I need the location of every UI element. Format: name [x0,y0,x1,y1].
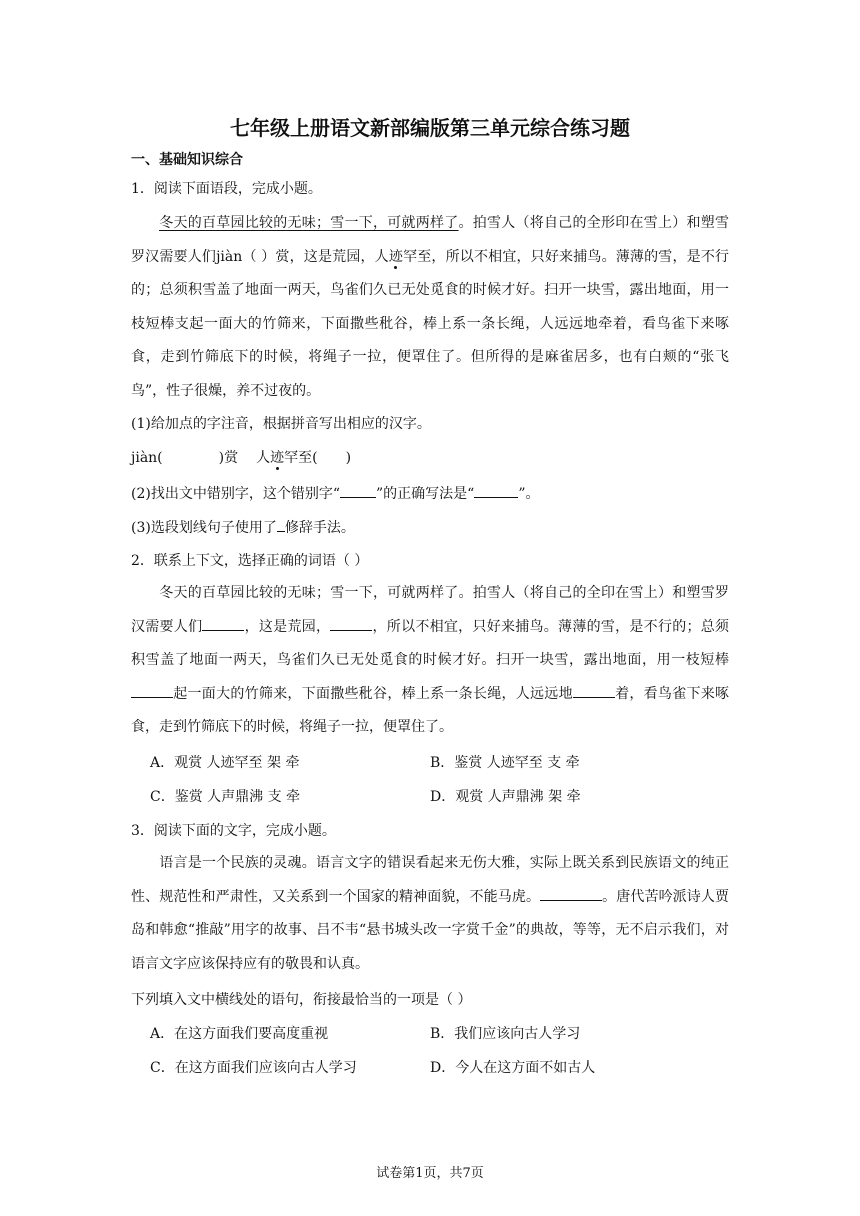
q3-question: 下列填入文中横线处的语句，衔接最恰当的一项是（ ） [131,992,472,1008]
page-footer: 试卷第1页，共7页 [376,1166,484,1181]
answer-blank[interactable] [573,683,615,698]
q2-option-d[interactable]: D．观赏 人声鼎沸 架 牵 [430,789,581,805]
q3-option-a[interactable]: A．在这方面我们要高度重视 [150,1026,329,1042]
q2-stem: 2．联系上下文，选择正确的词语（ ） [131,553,369,569]
q2-option-a[interactable]: A．观赏 人迹罕至 架 牵 [150,755,300,771]
answer-blank[interactable] [340,483,376,498]
q3-passage: 语言是一个民族的灵魂。语言文字的错误看起来无伤大雅，实际上既关系到民族语文的纯正性、规范性和严肃性，又关系到一个国家的精神面貌，不能马虎。 。唐代苦吟派诗人贾岛和韩愈“推敲”用字的故事、吕不韦“悬书城头改一字赏千金”的典故，等等，无不启示我们，对语言文字应该保持应有的敬畏和认真。 [131,855,730,972]
emphasis-dot-char: 迹 [388,248,404,265]
answer-blank[interactable] [540,886,602,901]
q1-sub1: (1)给加点的字注音，根据拼音写出相应的汉字。 [131,416,431,432]
q1-sub1-answer-line: jiàn( )赏 人迹罕至( ) [131,450,352,466]
answer-blank[interactable] [277,517,285,532]
q1-sub3: (3)选段划线句子使用了 修辞手法。 [131,517,355,538]
q3-option-d[interactable]: D．今人在这方面不如古人 [430,1060,596,1076]
answer-blank[interactable] [131,683,173,698]
q2-option-c[interactable]: C．鉴赏 人声鼎沸 支 牵 [150,789,301,805]
page-title: 七年级上册语文新部编版第三单元综合练习题 [230,116,630,140]
q3-option-b[interactable]: B．我们应该向古人学习 [430,1026,581,1042]
q3-stem: 3．阅读下面的文字，完成小题。 [131,823,336,839]
q1-underlined-sentence: 冬天的百草园比较的无味；雪一下，可就两样了 [159,215,459,231]
q2-option-b[interactable]: B．鉴赏 人迹罕至 支 牵 [430,755,580,771]
q1-stem: 1．阅读下面语段，完成小题。 [131,181,322,197]
answer-blank[interactable] [330,616,372,631]
q3-option-c[interactable]: C．在这方面我们应该向古人学习 [150,1060,357,1076]
answer-blank[interactable] [202,616,244,631]
answer-blank[interactable] [474,483,518,498]
q2-passage: 冬天的百草园比较的无味；雪一下，可就两样了。拍雪人（将自己的全印在雪上）和塑雪罗汉需要人们 ，这是荒园， ，所以不相宜，只好来捕鸟。薄薄的雪，是不行的；总须积雪盖了地面一两天，鸟雀们久已无处觅食的时候才好。扫开一块雪，露出地面，用一枝短棒起一面大的竹筛来，下面撒些秕谷，棒上系一条长绳，人远远地 着，看鸟雀下来啄食，走到竹筛底下的时候，将绳子一拉，便罩住了。 [131,585,730,735]
q1-sub2: (2)找出文中错别字，这个错别字“ ”的正确写法是“ ”。 [131,483,540,504]
section-heading: 一、基础知识综合 [131,152,243,168]
q1-passage: 冬天的百草园比较的无味；雪一下，可就两样了。拍雪人（将自己的全形印在雪上）和塑雪罗汉需要人们jiàn（ ）赏，这是荒园，人迹罕至，所以不相宜，只好来捕鸟。薄薄的雪，是不行的；总须积雪盖了地面一两天，鸟雀们久已无处觅食的时候才好。扫开一块雪，露出地面，用一枝短棒支起一面大的竹筛来，下面撒些秕谷，棒上系一条长绳，人远远地牵着，看鸟雀下来啄食，走到竹筛底下的时候，将绳子一拉，便罩住了。但所得的是麻雀居多，也有白颊的“张飞鸟”，性子很燥，养不过夜的。 [131,215,730,399]
